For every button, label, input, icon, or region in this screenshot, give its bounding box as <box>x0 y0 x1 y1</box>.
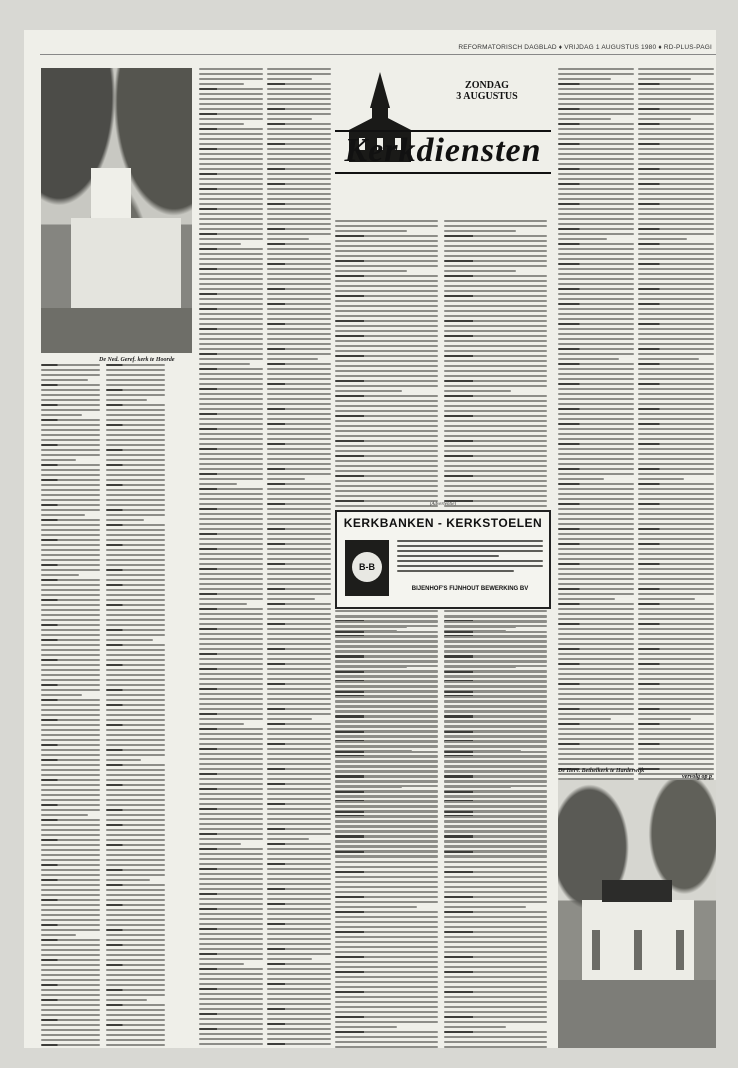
advertisement-label: (Advertentie) <box>429 502 457 507</box>
company-logo-text: B-B <box>352 552 382 582</box>
advertisement-title: KERKBANKEN - KERKSTOELEN <box>343 516 543 530</box>
running-header: REFORMATORISCH DAGBLAD ♦ VRIJDAG 1 AUGUSTUS 1980 ♦ RD-PLUS-PAGI <box>458 44 712 51</box>
listing-column-7 <box>335 616 438 1048</box>
advertisement <box>335 502 551 608</box>
church-building <box>71 218 181 308</box>
church-grounds <box>558 980 716 1048</box>
kerkdiensten-masthead <box>335 72 551 212</box>
service-day: ZONDAG <box>465 80 509 91</box>
church-window <box>676 930 684 970</box>
listing-column-8 <box>444 616 547 1048</box>
header-rule <box>40 54 716 55</box>
page-header <box>24 30 716 60</box>
listing-column-2 <box>106 364 165 1048</box>
continued-note: vervolg op p <box>682 774 712 780</box>
listing-column-3 <box>199 68 263 1048</box>
church-photo-bottom-caption: De Herv. Bethelkerk te Harderwijk <box>558 768 645 774</box>
advertisement-copy <box>397 540 543 575</box>
advertisement-company: BIJENHOF'S FIJNHOUT BEWERKING BV <box>411 586 529 592</box>
church-photo-top <box>41 68 192 353</box>
company-logo <box>345 540 389 596</box>
church-photo-bottom <box>558 780 716 1048</box>
church-fence <box>41 308 192 353</box>
listing-column-1 <box>41 364 100 1048</box>
listing-column-4 <box>267 68 331 1048</box>
advertisement-box <box>335 510 551 609</box>
church-window <box>634 930 642 970</box>
church-window <box>592 930 600 970</box>
kerkdiensten-title: Kerkdiensten <box>335 130 551 174</box>
church-roof <box>602 880 672 902</box>
service-date <box>428 80 546 102</box>
newspaper-page <box>24 30 716 1048</box>
church-photo-top-caption: De Ned. Geref. kerk te Hoorde <box>99 357 175 363</box>
service-date-text: 3 AUGUSTUS <box>456 91 518 102</box>
